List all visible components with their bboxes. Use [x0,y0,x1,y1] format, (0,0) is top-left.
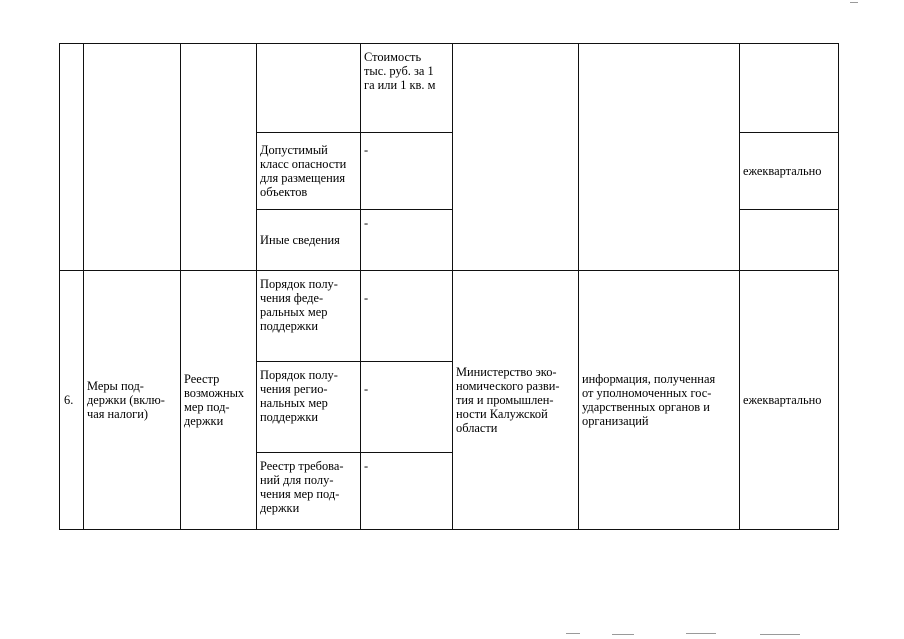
row6-item-label: Порядок полу- чения феде- ральных мер поддержки [257,271,361,362]
row6-title: Меры под- держки (вклю- чая налоги) [84,271,181,530]
hazard-class-value: - [361,133,453,210]
cont-cell-empty-label [257,44,361,133]
other-info-value: - [361,210,453,271]
row6-registry: Реестр возможных мер под- держки [181,271,257,530]
other-info-label: Иные сведения [257,210,361,271]
cont-cell-empty-frequency [740,44,839,133]
scan-speck [850,2,858,3]
cont-cell-title [84,44,181,271]
row6-frequency: ежеквартально [740,271,839,530]
row6-item-value: - [361,271,453,362]
document-table [59,43,839,530]
row6-item-label: Реестр требова- ний для полу- чения мер под- держки [257,453,361,530]
top-frequency: ежеквартально [740,133,839,210]
row6-number: 6. [60,271,84,530]
cost-label: Стоимость тыс. руб. за 1 га или 1 кв. м [361,44,453,133]
scan-speck [566,633,580,634]
row6-item-value: - [361,453,453,530]
cont-cell-number [60,44,84,271]
cont-cell-registry [181,44,257,271]
scan-speck [760,634,800,635]
cont-cell-responsible [453,44,579,271]
row6-source: информация, полученная от уполномоченных гос- ударственных органов и организаций [579,271,740,530]
row6-item-value: - [361,362,453,453]
row6-responsible: Министерство эко- номического разви- тия и промышлен- ности Калужской области [453,271,579,530]
hazard-class-label: Допустимый класс опасности для размещения объектов [257,133,361,210]
scan-speck [612,634,634,635]
row6-item-label: Порядок полу- чения регио- нальных мер поддержки [257,362,361,453]
scan-speck [686,633,716,634]
cont-cell-source [579,44,740,271]
cont-cell-empty-frequency-2 [740,210,839,271]
